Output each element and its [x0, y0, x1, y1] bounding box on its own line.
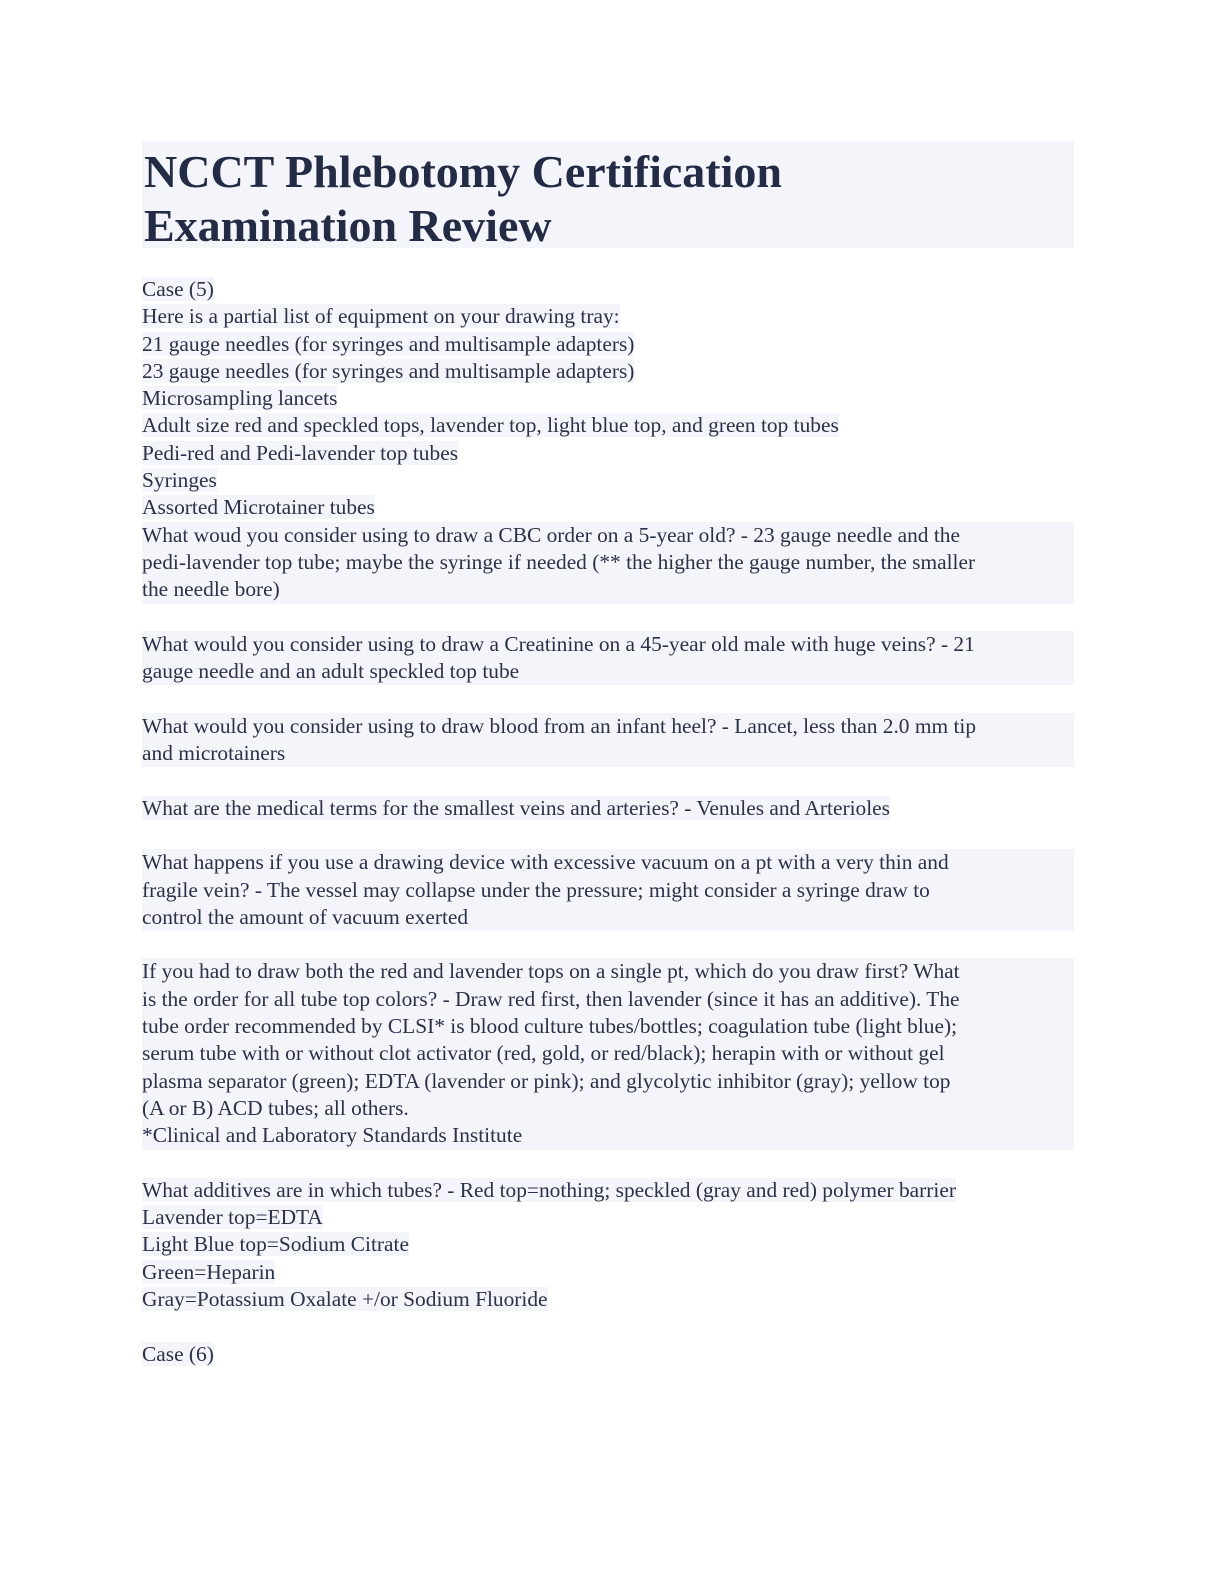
equipment-item: Syringes — [142, 468, 217, 493]
equipment-item: Pedi-red and Pedi-lavender top tubes — [142, 440, 459, 465]
case-heading: Case (6) — [142, 1341, 214, 1366]
qa-cbc — [142, 522, 1074, 604]
equipment-item: 23 gauge needles (for syringes and multisample adapters) — [142, 358, 635, 383]
qa-line: What would you consider using to draw a Creatinine on a 45-year old male with huge veins? - 21 — [142, 631, 975, 656]
qa-creatinine — [142, 631, 1074, 686]
equipment-item: 21 gauge needles (for syringes and multisample adapters) — [142, 331, 635, 356]
qa-line: pedi-lavender top tube; maybe the syringe if needed (** the higher the gauge number, the smaller — [142, 549, 976, 574]
qa-line: is the order for all tube top colors? - Draw red first, then lavender (since it has an additive). The — [142, 986, 960, 1011]
qa-line: tube order recommended by CLSI* is blood culture tubes/bottles; coagulation tube (light blue); — [142, 1014, 958, 1039]
qa-line: and microtainers — [142, 741, 286, 766]
equipment-intro: Here is a partial list of equipment on your drawing tray: — [142, 304, 620, 329]
qa-line: gauge needle and an adult speckled top tube — [142, 659, 520, 684]
qa-line: serum tube with or without clot activator (red, gold, or red/black); herapin with or without gel — [142, 1041, 945, 1066]
qa-line: (A or B) ACD tubes; all others. — [142, 1095, 409, 1120]
additive-item: Light Blue top=Sodium Citrate — [142, 1232, 409, 1257]
qa-additives: What additives are in which tubes? - Red top=nothing; speckled (gray and red) polymer barrier — [142, 1177, 956, 1202]
qa-line: the needle bore) — [142, 577, 280, 602]
title-line-1: NCCT Phlebotomy Certification — [144, 146, 782, 197]
equipment-item: Microsampling lancets — [142, 386, 338, 411]
case-heading: Case (5) — [142, 277, 214, 301]
qa-line: If you had to draw both the red and lavender tops on a single pt, which do you draw first? What — [142, 959, 960, 984]
qa-infant-heel — [142, 713, 1074, 768]
document-title — [142, 141, 1074, 251]
footnote-clsi: *Clinical and Laboratory Standards Institute — [142, 1123, 523, 1148]
document-body — [142, 276, 1074, 1368]
qa-smallest-vessels: What are the medical terms for the smallest veins and arteries? - Venules and Arterioles — [142, 795, 891, 820]
equipment-item: Assorted Microtainer tubes — [142, 495, 375, 520]
additive-item: Green=Heparin — [142, 1259, 276, 1284]
qa-excessive-vacuum — [142, 849, 1074, 931]
qa-order-of-draw — [142, 958, 1074, 1149]
qa-line: What woud you consider using to draw a CBC order on a 5-year old? - 23 gauge needle and the — [142, 522, 960, 547]
equipment-item: Adult size red and speckled tops, lavender top, light blue top, and green top tubes — [142, 413, 839, 438]
title-line-2: Examination Review — [144, 200, 552, 251]
qa-line: What happens if you use a drawing device with excessive vacuum on a pt with a very thin and — [142, 850, 949, 875]
additive-item: Gray=Potassium Oxalate +/or Sodium Fluoride — [142, 1286, 548, 1311]
document-page — [142, 141, 1074, 1368]
qa-line: What would you consider using to draw blood from an infant heel? - Lancet, less than 2.0 mm tip — [142, 713, 977, 738]
qa-line: control the amount of vacuum exerted — [142, 904, 469, 929]
qa-line: fragile vein? - The vessel may collapse under the pressure; might consider a syringe draw to — [142, 877, 930, 902]
additive-item: Lavender top=EDTA — [142, 1205, 323, 1230]
qa-line: plasma separator (green); EDTA (lavender or pink); and glycolytic inhibitor (gray); yellow top — [142, 1068, 951, 1093]
